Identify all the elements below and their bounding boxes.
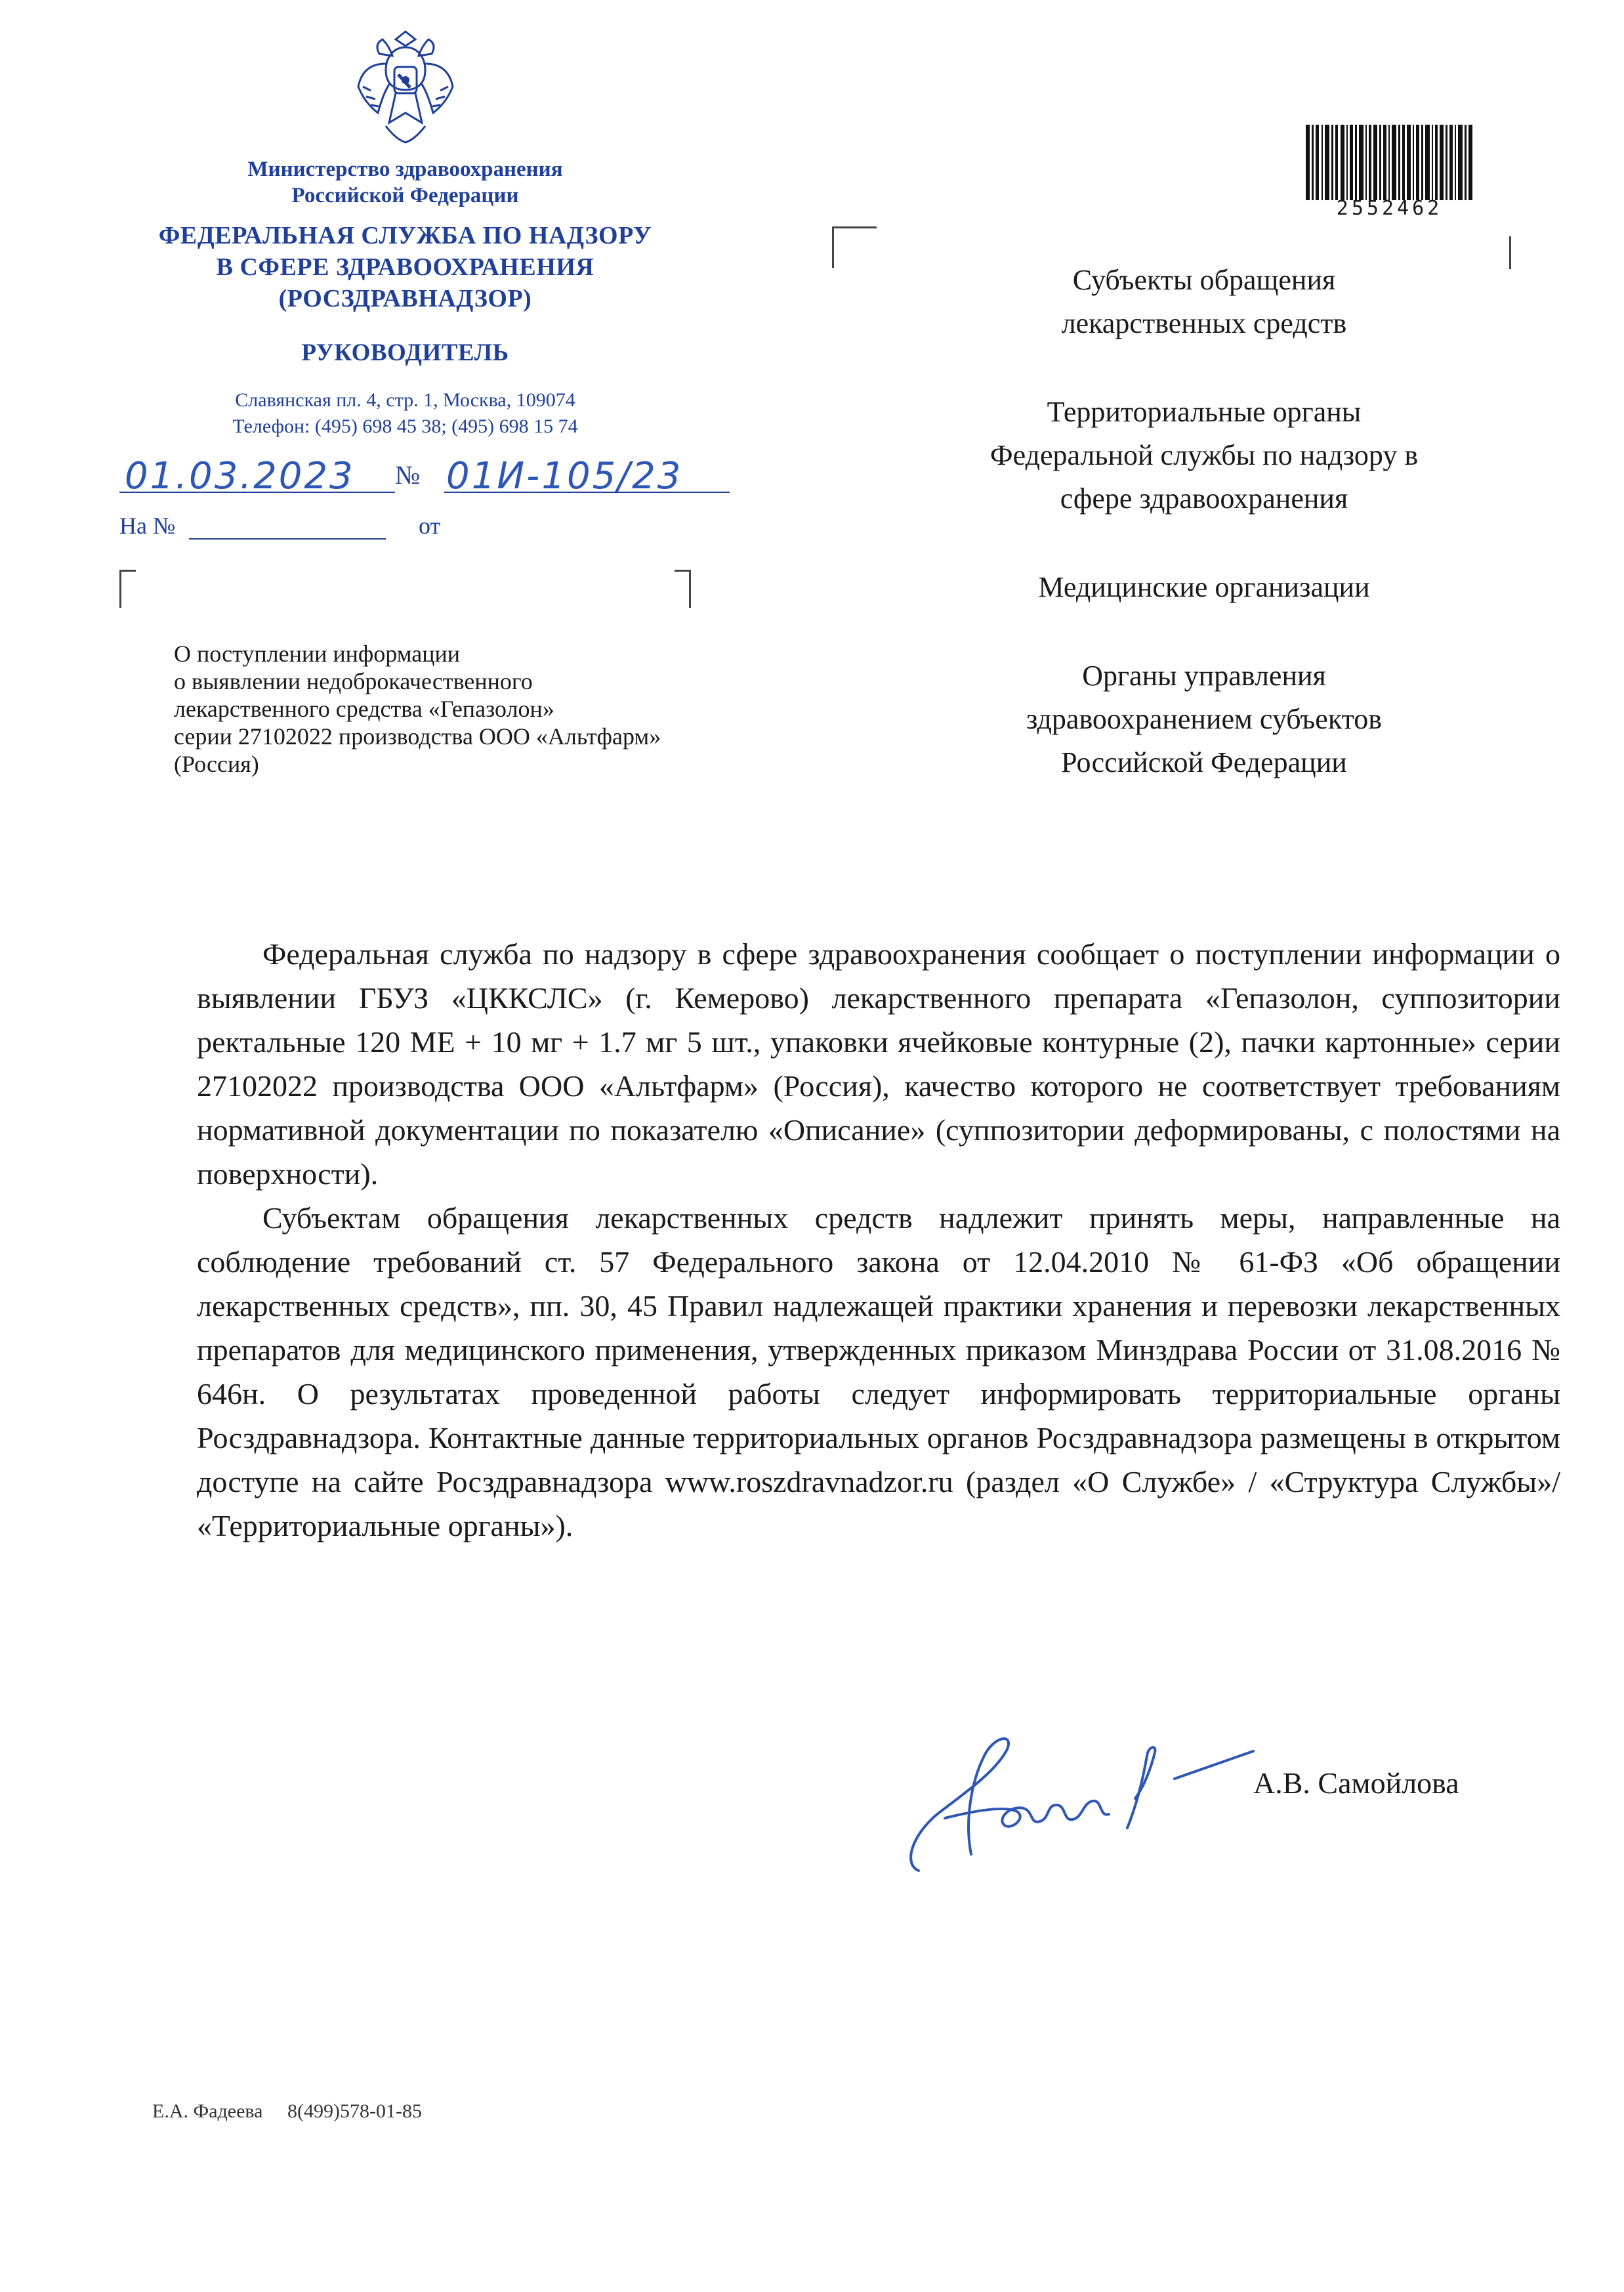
addressee-line: лекарственных средств: [1061, 307, 1347, 339]
executor-phone: 8(499)578-01-85: [287, 2100, 422, 2122]
addressee-4: [873, 654, 1535, 784]
subject-line: серии 27102022 производства ООО «Альтфарм»: [174, 723, 661, 750]
signatory-name: А.В. Самойлова: [1253, 1766, 1459, 1800]
ministry-line-2: Российской Федерации: [291, 184, 519, 207]
addressee-line: здравоохранением субъектов: [1026, 703, 1383, 735]
executor-name: Е.А. Фадеева: [152, 2100, 263, 2122]
ministry-line-1: Министерство здравоохранения: [247, 158, 563, 181]
ministry-name: [98, 156, 712, 209]
letter-body: [197, 932, 1560, 1548]
body-paragraph: Федеральная служба по надзору в сфере здравоохранения сообщает о поступлении информации о выявлении ГБУЗ «ЦККСЛС» (г. Кемерово) лекарственного препарата «Гепазолон, суппозитории ректальные 120 МЕ + 10 мг + 1.7 мг 5 шт., упаковки ячейковые контурные (2), пачки картонные» серии 27102022 производства ООО «Альтфарм» (Россия), качество которого не соответствует требованиям нормативной документации по показателю «Описание» (суппозитории деформированы, с полостями на поверхности).: [197, 937, 1560, 1191]
addressee-line: Медицинские организации: [1038, 571, 1370, 603]
subject-line: о выявлении недоброкачественного: [174, 668, 533, 694]
service-name: [98, 220, 712, 314]
phone-line: Телефон: (495) 698 45 38; (495) 698 15 74: [232, 415, 578, 437]
subject-line: лекарственного средства «Гепазолон»: [174, 696, 554, 722]
coat-of-arms-icon: [356, 28, 455, 152]
subject-line: О поступлении информации: [174, 641, 461, 667]
reference-date-row: [419, 512, 452, 540]
barcode: [1306, 125, 1473, 200]
service-line-3: (РОСЗДРАВНАДЗОР): [278, 285, 532, 312]
address-line: Славянская пл. 4, стр. 1, Москва, 109074: [235, 389, 575, 411]
letter-subject: [174, 640, 830, 778]
subject-bracket-right: [675, 570, 691, 608]
handwritten-signature: [899, 1700, 1293, 1884]
subject-line: (Россия): [174, 751, 259, 777]
addressee-line: сфере здравоохранения: [1060, 482, 1348, 515]
executor-info: [152, 2100, 422, 2123]
letterhead-address: [98, 387, 712, 440]
head-title: РУКОВОДИТЕЛЬ: [301, 339, 509, 366]
addressee-2: [873, 391, 1535, 520]
reference-number-label: На №: [119, 513, 176, 539]
addressee-line: Субъекты обращения: [1072, 264, 1336, 296]
registration-number: 01И-105/23: [446, 455, 683, 498]
addressee-3: [873, 566, 1535, 609]
addressee-line: Органы управления: [1082, 660, 1326, 692]
addressee-line: Территориальные органы: [1047, 396, 1362, 428]
body-paragraph: Субъектам обращения лекарственных средств надлежит принять меры, направленные на соблюдение требований ст. 57 Федерального закона от 12.04.2010 № 61-ФЗ «Об обращении лекарственных средств», пп. 30, 45 Правил надлежащей практики хранения и перевозки лекарственных препаратов для медицинского применения, утвержденных приказом Минздрава России от 31.08.2016 № 646н. О результатах проведенной работы следует информировать территориальные органы Росздравнадзора. Контактные данные территориальных органов Росздравнадзора размещены в открытом доступе на сайте Росздравнадзора www.roszdravnadzor.ru (раздел «О Службе» / «Структура Службы»/ «Территориальные органы»).: [197, 1201, 1560, 1542]
registration-number-label: №: [395, 460, 421, 490]
registration-date: 01.03.2023: [125, 455, 355, 498]
addressee-bracket-left: [832, 226, 877, 268]
reference-number-blank: [189, 519, 386, 540]
addressee-line: Российской Федерации: [1061, 746, 1347, 778]
reference-date-label: от: [419, 513, 441, 539]
addressee-1: [873, 259, 1535, 345]
subject-bracket-left: [119, 570, 136, 608]
reference-row: [119, 512, 386, 540]
service-line-1: ФЕДЕРАЛЬНАЯ СЛУЖБА ПО НАДЗОРУ: [158, 222, 652, 249]
barcode-number: 2552462: [1336, 197, 1443, 220]
service-line-2: В СФЕРЕ ЗДРАВООХРАНЕНИЯ: [216, 253, 594, 281]
addressee-line: Федеральной службы по надзору в: [989, 439, 1419, 471]
